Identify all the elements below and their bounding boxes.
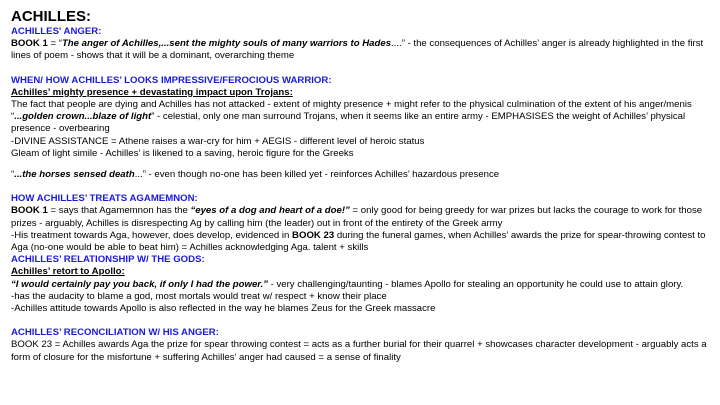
agamemnon-develop: -His treatment towards Aga, however, does develop, evidenced in bbox=[11, 229, 293, 241]
subheading-presence: Achilles’ mighty presence + devastating impact upon Trojans: bbox=[11, 86, 293, 98]
heading-agamemnon: HOW ACHILLES’ TREATS AGAMEMNON: bbox=[11, 193, 198, 205]
anger-line-1 bbox=[11, 38, 711, 62]
subheading-apollo: Achilles’ retort to Apollo: bbox=[11, 266, 125, 278]
warrior-horses-line bbox=[11, 169, 711, 181]
gods-quote-line bbox=[11, 279, 711, 291]
warrior-quote-line bbox=[11, 111, 711, 135]
apollo-commentary: - very challenging/taunting - blames Apollo for stealing an opportunity he could use to attain glory. bbox=[267, 278, 684, 290]
gods-para-2: -has the audacity to blame a god, most mortals would treat w/ respect + know their place bbox=[11, 290, 387, 302]
document-page bbox=[11, 8, 711, 364]
horses-commentary: ...” - even though no-one has been killed yet - reinforces Achilles’ hazardous presence bbox=[134, 169, 500, 181]
agamemnon-commentary: = only good for being greedy for war prizes but lacks the courage to work for those prizes - arguably, Achilles is disrespecting Ag by calling him (the leader) out in front of the entirety of the Greek army bbox=[11, 205, 703, 229]
reconciliation-para-1: BOOK 23 = Achilles awards Aga the prize for spear throwing contest = acts as a further burial for their quarrel + showcases character development - arguably acts a form of closure for the misfortune + suffering Achilles’ anger had caused = a sense of finality bbox=[11, 339, 707, 363]
section-warrior bbox=[11, 75, 711, 182]
apollo-quote: “I would certainly pay you back, if only I had the power.” bbox=[11, 278, 268, 290]
gods-para-3: -Achilles attitude towards Apollo is also reflected in the way he blames Zeus for the Greek massacre bbox=[11, 303, 436, 315]
anger-quote: The anger of Achilles,...sent the mighty souls of many warriors to Hades bbox=[61, 38, 392, 50]
heading-warrior: WHEN/ HOW ACHILLES’ LOOKS IMPRESSIVE/FEROCIOUS WARRIOR: bbox=[11, 74, 332, 86]
warrior-quote-open: “ bbox=[11, 111, 15, 123]
horses-quote: ...the horses sensed death bbox=[14, 169, 135, 181]
agamemnon-book23: BOOK 23 bbox=[292, 229, 335, 241]
agamemnon-book-ref: BOOK 1 bbox=[11, 205, 48, 217]
anger-eq: = “ bbox=[47, 38, 62, 50]
section-agamemnon bbox=[11, 193, 711, 254]
agamemnon-says: = says that Agamemnon has the bbox=[47, 205, 191, 217]
warrior-para-4: Gleam of light simile - Achilles’ is likened to a saving, heroic figure for the Greeks bbox=[11, 147, 354, 159]
agamemnon-quote: “eyes of a dog and heart of a doe!” bbox=[190, 205, 350, 217]
section-reconciliation bbox=[11, 327, 711, 364]
agamemnon-line-1 bbox=[11, 205, 711, 229]
heading-anger: ACHILLES' ANGER: bbox=[11, 26, 102, 37]
warrior-para-1: The fact that people are dying and Achilles has not attacked - extent of mighty presence + might refer to the physical culmination of the extent of his anger/menis bbox=[11, 99, 692, 111]
horses-quote-open: “ bbox=[11, 169, 15, 181]
warrior-quote: ...golden crown...blaze of light bbox=[14, 111, 152, 123]
warrior-para-3: -DIVINE ASSISTANCE = Athene raises a war-cry for him + AEGIS - different level of heroic status bbox=[11, 135, 425, 147]
heading-gods: ACHILLES’ RELATIONSHIP W/ THE GODS: bbox=[11, 254, 205, 266]
heading-reconciliation: ACHILLES’ RECONCILIATION W/ HIS ANGER: bbox=[11, 327, 219, 339]
section-anger bbox=[11, 26, 711, 63]
agamemnon-line-2 bbox=[11, 230, 711, 254]
anger-commentary: ....” - the consequences of Achilles’ anger is already highlighted in the first lines of poem - shows that it will be a dominant, overarching theme bbox=[11, 38, 704, 62]
agamemnon-develop-rest: during the funeral games, when Achilles’ awards the prize for spear-throwing contest to Aga (no-one would be able to beat him) = Achilles acknowledging Aga. talent + skills bbox=[11, 229, 706, 254]
warrior-quote-commentary: ” - celestial, only one man surround Trojans, when it seems like an entire army - EMPHASISES the weight of Achilles’ physical presence - overbearing bbox=[11, 111, 686, 135]
section-gods bbox=[11, 254, 711, 315]
anger-book-ref: BOOK 1 bbox=[11, 38, 48, 50]
page-title: ACHILLES: bbox=[11, 8, 91, 25]
